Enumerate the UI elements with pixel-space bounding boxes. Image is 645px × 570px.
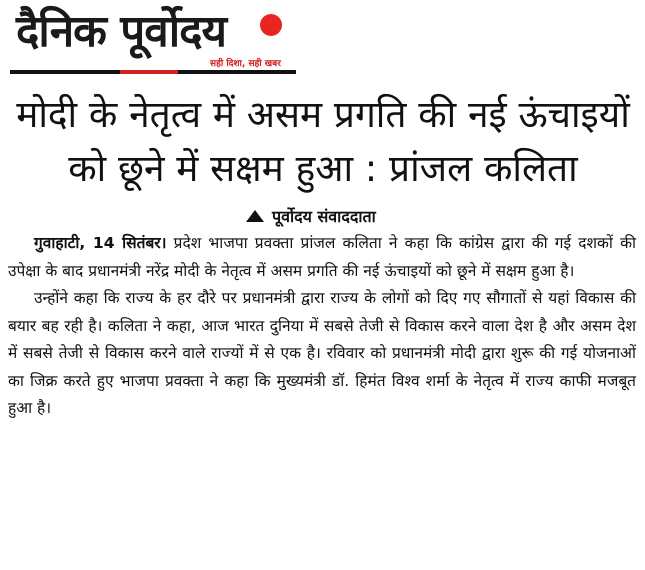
article-headline: मोदी के नेतृत्व में असम प्रगति की नई ऊंचाइयों को छूने में सक्षम हुआ : प्रांजल कलिता — [16, 93, 630, 190]
article-dateline: गुवाहाटी, 14 सितंबर। — [34, 234, 167, 252]
masthead — [10, 4, 310, 76]
masthead-rule-accent — [120, 70, 178, 74]
paragraph-1-text: प्रदेश भाजपा प्रवक्ता प्रांजल कलिता ने कहा कि कांग्रेस द्वारा की गई दशकों की उपेक्षा के बाद प्रधानमंत्री नरेंद्र मोदी के नेतृत्व में असम प्रगति की नई ऊंचाइयों को छूने में सक्षम हुआ है। — [8, 234, 637, 280]
newspaper-name: दैनिक पूर्वोदय — [16, 6, 227, 57]
triangle-icon — [246, 210, 264, 222]
article-byline — [246, 205, 376, 227]
brand-logo-dot — [260, 14, 282, 36]
newspaper-tagline: सही दिशा, सही खबर — [210, 59, 281, 69]
article-paragraph — [8, 230, 636, 285]
article-paragraph: उन्होंने कहा कि राज्य के हर दौरे पर प्रधानमंत्री द्वारा राज्य के लोगों को दिए गए सौगातों से यहां विकास की बयार बह रही है। कलिता ने कहा, आज भारत दुनिया में सबसे तेजी से विकास करने वाला देश है और असम देश में सबसे तेजी से विकास करने वाले राज्यों में से एक है। रविवार को प्रधानमंत्री मोदी द्वारा शुरू की गई योजनाओं का जिक्र करते हुए भाजपा प्रवक्ता ने कहा कि मुख्यमंत्री डॉ. हिमंत विश्व शर्मा के नेतृत्व में राज्य काफी मजबूत हुआ है। — [8, 289, 636, 417]
article-body — [8, 230, 636, 423]
byline-text: पूर्वोदय संवाददाता — [272, 207, 376, 226]
